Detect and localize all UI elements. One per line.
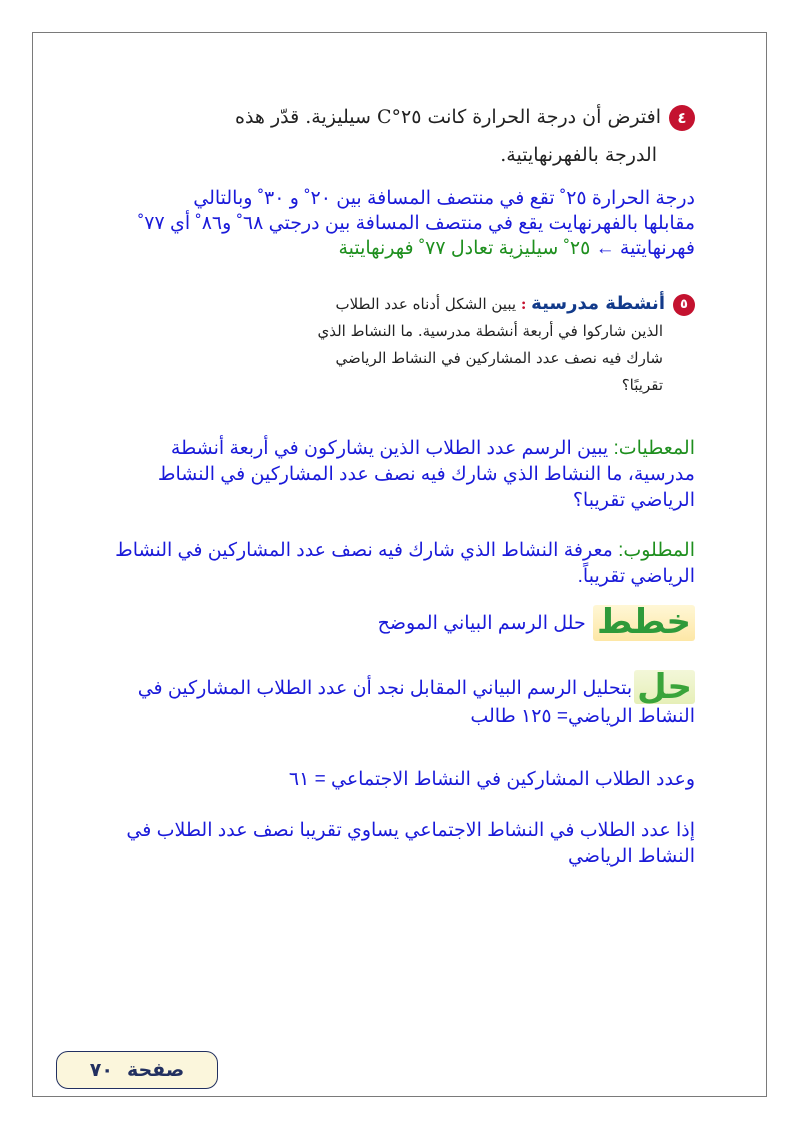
question-5-text-line-1: يبين الشكل أدناه عدد الطلاب [335, 295, 517, 313]
answer-4-line-1: درجة الحرارة ٢٥˚ تقع في منتصف المسافة بين ٢٠˚ و ٣٠˚ وبالتالي [193, 188, 695, 209]
question-4-text-line-1: افترض أن درجة الحرارة كانت ٢٥°C سيليزية. قدّر هذه [234, 106, 661, 128]
solve-text: بتحليل الرسم البياني المقابل نجد أن عدد الطلاب المشاركين في النشاط الرياضي= ١٢٥ طالب [137, 678, 695, 727]
page-number: ٧٠ [89, 1059, 113, 1081]
question-5-line-1 [225, 290, 695, 318]
plan-heading: خطط [593, 605, 695, 641]
question-5 [225, 290, 695, 399]
question-4 [125, 98, 695, 174]
question-5-text-line-4: تقريبًا؟ [621, 376, 663, 394]
required-text: معرفة النشاط الذي شارك فيه نصف عدد المشاركين في النشاط الرياضي تقريباً. [115, 540, 695, 587]
given-label: المعطيات: [613, 438, 695, 459]
question-5-colon: : [520, 295, 527, 313]
required-section [105, 538, 695, 590]
required-label: المطلوب: [618, 540, 695, 561]
answer-4-line-3 [105, 236, 695, 261]
question-4-number-badge: ٤ [669, 105, 695, 131]
question-5-number-badge: ٥ [673, 294, 695, 316]
conclusion: إذا عدد الطلاب في النشاط الاجتماعي يساوي تقريبا نصف عدد الطلاب في النشاط الرياضي [126, 820, 695, 867]
answer-4-line-3-blue: فهرنهايتية ← [595, 238, 695, 259]
answer-4-line-2: مقابلها بالفهرنهايت يقع في منتصف المسافة بين درجتي ٦٨˚ و٨٦˚ أي ٧٧˚ [137, 213, 695, 234]
question-4-text-line-2: الدرجة بالفهرنهايتية. [500, 144, 657, 166]
given-section [105, 436, 695, 514]
question-5-title: أنشطة مدرسية [531, 293, 665, 314]
question-5-text-line-3: شارك فيه نصف عدد المشاركين في النشاط الرياضي [335, 349, 663, 367]
question-4-line-1 [125, 98, 695, 136]
plan-text: حلل الرسم البياني الموضح [377, 613, 586, 634]
answer-4 [105, 186, 695, 261]
question-5-text-line-2: الذين شاركوا في أربعة أنشطة مدرسية. ما النشاط الذي [317, 322, 663, 340]
solve-heading: حل [634, 670, 695, 704]
answer-4-result: ٢٥˚ سيليزية تعادل ٧٧˚ فهرنهايتية [338, 238, 591, 259]
solve-section [105, 667, 695, 730]
given-text: يبين الرسم عدد الطلاب الذين يشاركون في أربعة أنشطة مدرسية، ما النشاط الذي شارك فيه نصف عدد المشاركين في النشاط الرياضي تقريبا؟ [157, 438, 695, 511]
page-label: صفحة [126, 1059, 185, 1081]
social-count: وعدد الطلاب المشاركين في النشاط الاجتماعي = ٦١ [288, 769, 695, 790]
plan-section [105, 602, 695, 642]
page-number-badge [56, 1051, 218, 1089]
